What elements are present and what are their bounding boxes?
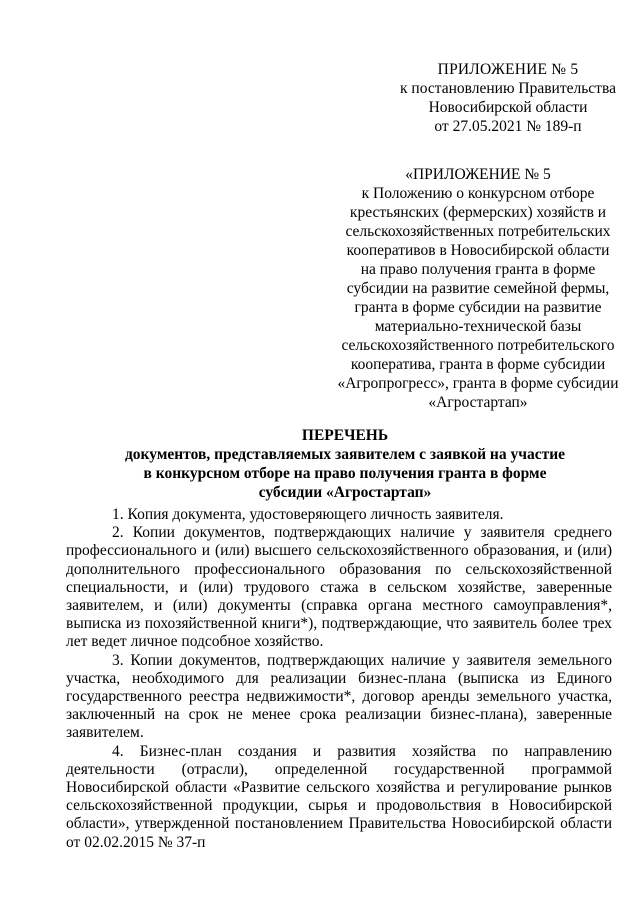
quoted-appendix-line: к Положению о конкурсном отборе — [361, 185, 595, 202]
quoted-appendix-line: кооператива, гранта в форме субсидии — [350, 356, 606, 373]
list-item: 1. Копия документа, удостоверяющего личность заявителя. — [112, 506, 504, 523]
quoted-appendix-line: гранта в форме субсидии на развитие — [354, 299, 602, 316]
quoted-appendix-line: на право получения гранта в форме — [360, 261, 596, 278]
title-line: документов, представляемых заявителем с заявкой на участие — [124, 446, 566, 463]
appendix-date-number: от 27.05.2021 № 189-п — [434, 118, 582, 135]
document-body — [66, 506, 612, 852]
title-heading: ПЕРЕЧЕНЬ — [301, 427, 389, 444]
appendix-header — [378, 60, 638, 136]
quoted-appendix-line: «ПРИЛОЖЕНИЕ № 5 — [405, 166, 551, 183]
appendix-title: ПРИЛОЖЕНИЕ № 5 — [437, 61, 579, 78]
appendix-line: Новосибирской области — [428, 99, 588, 116]
quoted-appendix-line: «Агропрогресс», гранта в форме субсидии — [337, 375, 619, 392]
quoted-appendix-line: сельскохозяйственных потребительских — [345, 223, 611, 240]
quoted-appendix-line: материально-технической базы — [374, 318, 582, 335]
quoted-appendix-line: субсидии на развитие семейной фермы, — [346, 280, 610, 297]
quoted-appendix-header — [322, 165, 634, 412]
quoted-appendix-line: кооперативов в Новосибирской области — [346, 242, 610, 259]
document-title — [40, 426, 640, 502]
title-line: субсидии «Агростартап» — [258, 484, 432, 501]
quoted-appendix-line: сельскохозяйственного потребительского — [341, 337, 615, 354]
list-item: 2. Копии документов, подтверждающих наличие у заявителя среднего профессионального и (или) высшего сельскохозяйственного образования, и (или) дополнительного профессионального образования по сельскохозяйственной специальности, и (или) трудового стажа в сельском хозяйстве, заверенные заявителем, и (или) документы (справка органа местного самоуправления*, выписка из похозяйственной книги*), подтверждающие, что заявитель более трех лет ведет личное подсобное хозяйство. — [66, 524, 612, 651]
quoted-appendix-line: крестьянских (фермерских) хозяйств и — [349, 204, 607, 221]
list-item: 3. Копии документов, подтверждающих наличие у заявителя земельного участка, необходимого для реализации бизнес-плана (выписка из Единого государственного реестра недвижимости*, договор аренды земельного участка, заключенный на срок не менее срока реализации бизнес-плана), заверенные заявителем. — [66, 651, 612, 742]
appendix-line: к постановлению Правительства — [400, 80, 616, 97]
list-item: 4. Бизнес-план создания и развития хозяйства по направлению деятельности (отрасли), определенной государственной программой Новосибирской области «Развитие сельского хозяйства и регулирование рынков сельскохозяйственной продукции, сырья и продовольствия в Новосибирской области», утвержденной постановлением Правительства Новосибирской области от 02.02.2015 № 37-п — [66, 742, 612, 851]
title-line: в конкурсном отборе на право получения гранта в форме — [143, 465, 547, 482]
quoted-appendix-line: «Агростартап» — [428, 394, 528, 411]
